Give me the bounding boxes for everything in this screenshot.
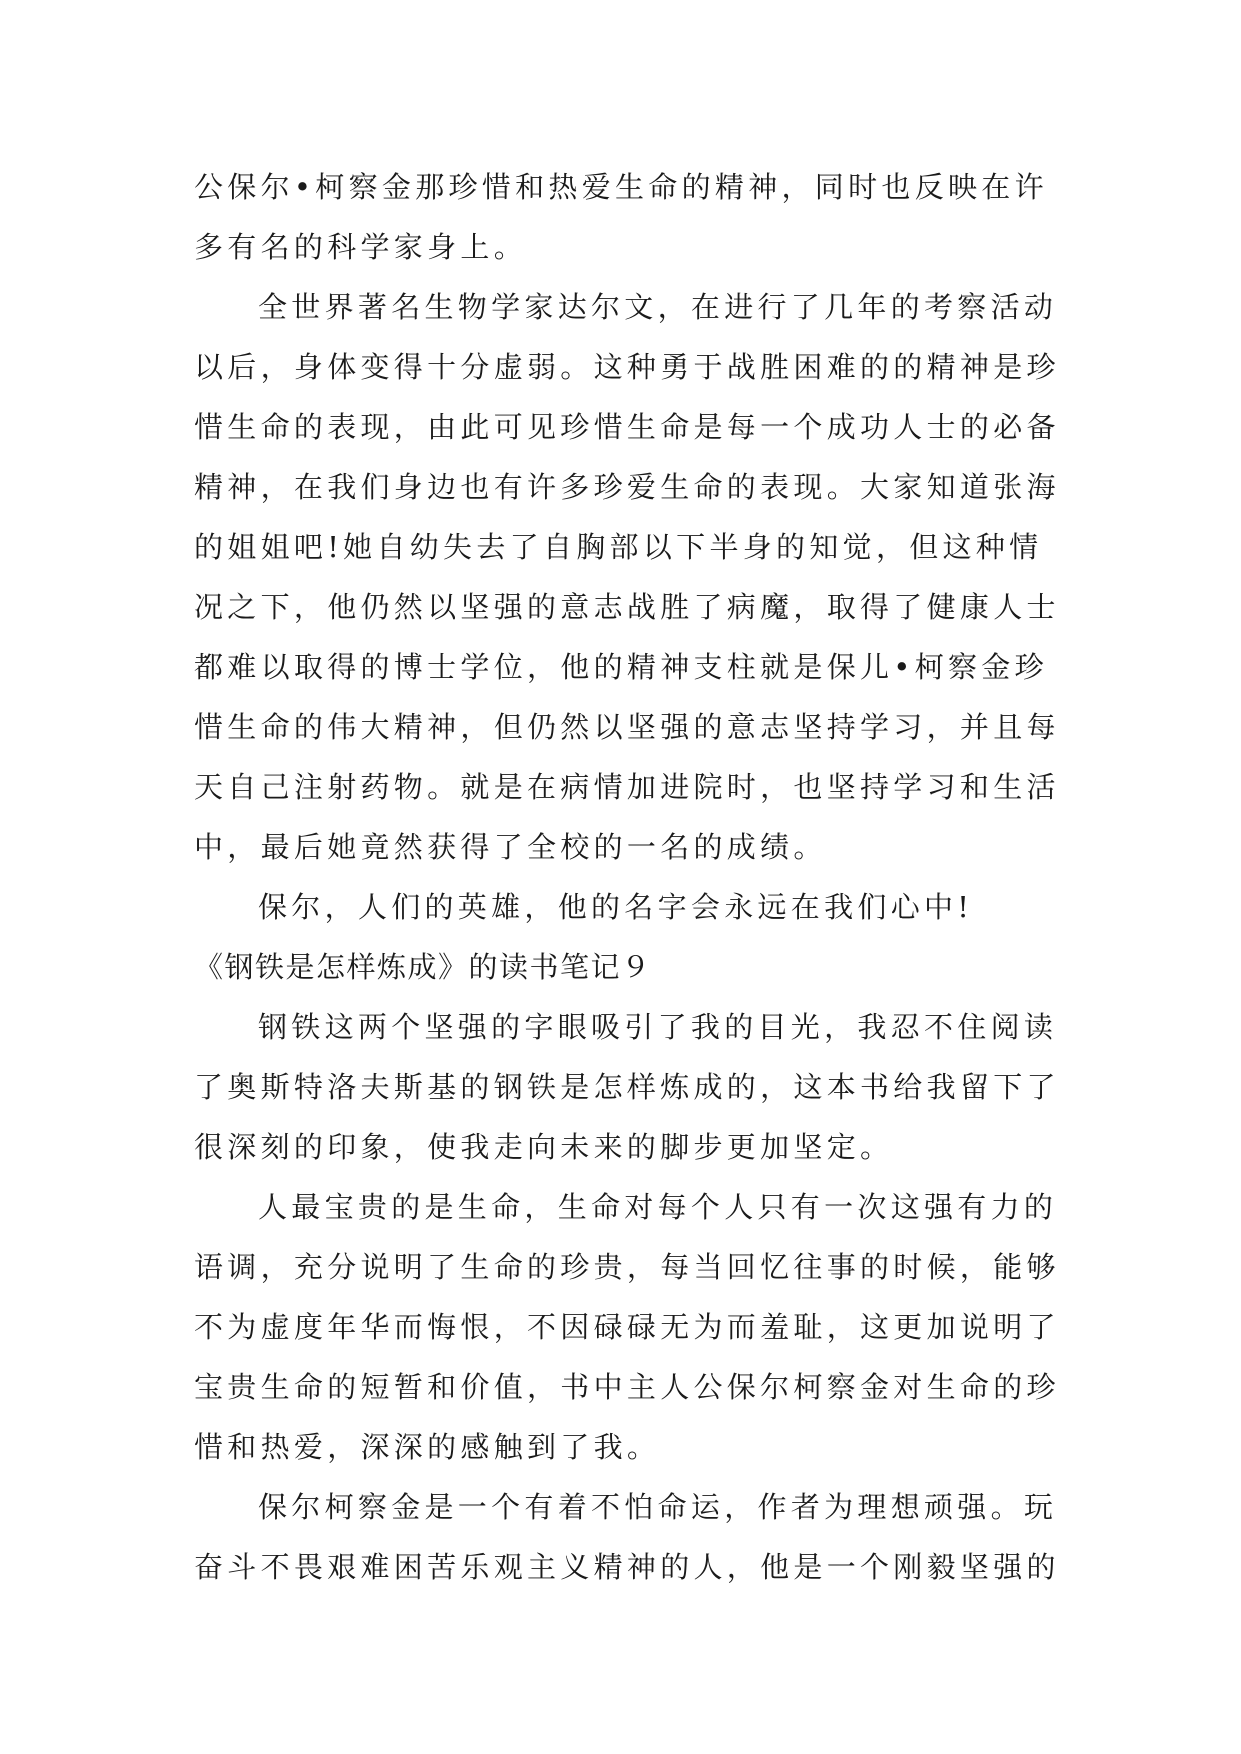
- text-line: 全世界著名生物学家达尔文，在进行了几年的考察活动: [258, 290, 1058, 324]
- text-line: 奋斗不畏艰难困苦乐观主义精神的人，他是一个刚毅坚强的: [194, 1550, 1060, 1584]
- text-line: 天自己注射药物。就是在病情加进院时，也坚持学习和生活: [194, 770, 1060, 804]
- text-line: 中，最后她竟然获得了全校的一名的成绩。: [194, 830, 827, 864]
- text-line: 人最宝贵的是生命，生命对每个人只有一次这强有力的: [258, 1190, 1058, 1224]
- text-line: 保尔，人们的英雄，他的名字会永远在我们心中!: [258, 890, 974, 924]
- text-line: 公保尔•柯察金那珍惜和热爱生命的精神，同时也反映在许: [194, 170, 1048, 204]
- text-line: 精神，在我们身边也有许多珍爱生命的表现。大家知道张海: [194, 470, 1060, 504]
- text-line: 钢铁这两个坚强的字眼吸引了我的目光，我忍不住阅读: [258, 1010, 1058, 1044]
- text-line: 的姐姐吧!她自幼失去了自胸部以下半身的知觉，但这种情: [194, 530, 1043, 564]
- text-line: 了奥斯特洛夫斯基的钢铁是怎样炼成的，这本书给我留下了: [194, 1070, 1060, 1104]
- text-line: 不为虚度年华而悔恨，不因碌碌无为而羞耻，这更加说明了: [194, 1310, 1060, 1344]
- text-line: 语调，充分说明了生命的珍贵，每当回忆往事的时候，能够: [194, 1250, 1060, 1284]
- text-line: 都难以取得的博士学位，他的精神支柱就是保儿•柯察金珍: [194, 650, 1048, 684]
- text-line: 惜生命的表现，由此可见珍惜生命是每一个成功人士的必备: [194, 410, 1060, 444]
- text-line: 很深刻的印象，使我走向未来的脚步更加坚定。: [194, 1130, 894, 1164]
- document-body: [194, 157, 1060, 1597]
- text-line: 宝贵生命的短暂和价值，书中主人公保尔柯察金对生命的珍: [194, 1370, 1060, 1404]
- text-line: 况之下，他仍然以坚强的意志战胜了病魔，取得了健康人士: [194, 590, 1060, 624]
- section-heading: 《钢铁是怎样炼成》的读书笔记９: [194, 950, 652, 984]
- text-line: 惜和热爱，深深的感触到了我。: [194, 1430, 661, 1464]
- text-line: 保尔柯察金是一个有着不怕命运，作者为理想顽强。玩: [258, 1490, 1058, 1524]
- text-line: 惜生命的伟大精神，但仍然以坚强的意志坚持学习，并且每: [194, 710, 1060, 744]
- text-line: 以后，身体变得十分虚弱。这种勇于战胜困难的的精神是珍: [194, 350, 1060, 384]
- text-line: 多有名的科学家身上。: [194, 230, 528, 264]
